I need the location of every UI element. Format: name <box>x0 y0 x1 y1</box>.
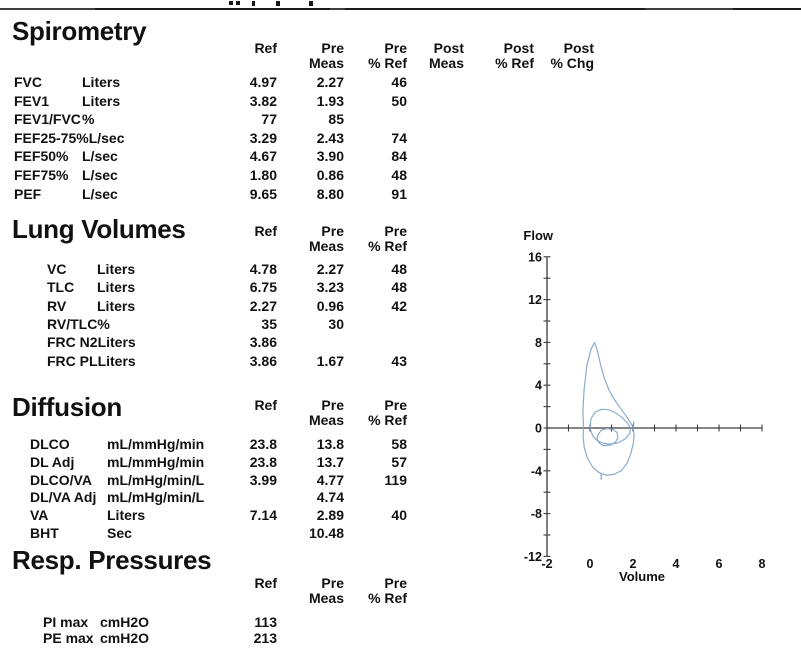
table-row <box>14 75 120 90</box>
value-cell: 3.29 <box>249 129 277 146</box>
unit-label: L/sec <box>82 148 118 165</box>
value-cell: 4.97 <box>249 74 277 90</box>
value-cell: 2.43 <box>316 129 344 146</box>
column-header-lung_volumes: Pre <box>321 223 344 239</box>
unit-label: cmH2O <box>100 630 150 646</box>
y-tick-label: 4 <box>535 378 542 393</box>
value-cell: 9.65 <box>249 185 277 202</box>
value-cell: 10.48 <box>308 525 344 541</box>
value-cell: 3.86 <box>249 352 277 369</box>
value-cell: 23.8 <box>249 453 277 470</box>
column-header-spirometry: Pre <box>384 40 407 56</box>
param-label: DL Adj <box>30 453 75 470</box>
table-row <box>14 149 118 164</box>
y-tick-label: -4 <box>530 464 542 479</box>
value-cell: 1.80 <box>249 167 277 183</box>
value-cell: 35 <box>261 315 277 332</box>
column-header-spirometry: Meas <box>308 54 344 71</box>
value-cell: 91 <box>391 185 407 202</box>
column-header-diffusion: Ref <box>254 397 277 413</box>
param-label: BHT <box>30 525 59 541</box>
table-row <box>30 455 204 470</box>
param-label: DLCO <box>30 436 70 452</box>
value-cell: 3.82 <box>249 92 277 109</box>
column-header-resp_pressures: Pre <box>384 575 407 591</box>
value-cell: 7.14 <box>249 507 277 524</box>
table-row <box>30 526 132 541</box>
column-header-spirometry: % Chg <box>550 54 594 71</box>
value-cell: 3.90 <box>316 148 344 165</box>
column-header-resp_pressures: % Ref <box>368 589 407 606</box>
param-label: PI max <box>43 614 89 630</box>
section-title-resp_pressures: Resp. Pressures <box>12 545 212 575</box>
unit-label: Liters <box>97 297 136 314</box>
flow-volume-chart <box>490 224 795 609</box>
column-header-spirometry: Post <box>433 40 464 56</box>
column-header-resp_pressures: Meas <box>308 589 344 606</box>
value-cell: 2.27 <box>316 74 344 90</box>
table-row <box>47 262 135 277</box>
param-label: FRC PL <box>47 352 98 369</box>
table-row <box>14 131 125 146</box>
param-label: FEV1 <box>14 92 50 109</box>
tidal-loop-small <box>597 429 618 446</box>
table-row <box>30 508 145 523</box>
column-header-lung_volumes: Pre <box>384 223 407 239</box>
x-tick-label: 8 <box>758 557 766 571</box>
column-header-lung_volumes: % Ref <box>368 237 407 254</box>
value-cell: 57 <box>391 453 407 470</box>
table-row <box>14 112 94 127</box>
value-cell: 40 <box>391 507 407 524</box>
unit-label: L/sec <box>82 185 118 202</box>
table-row <box>14 168 118 183</box>
x-axis-label: Volume <box>619 569 665 584</box>
value-cell: 1.93 <box>316 92 344 109</box>
param-label: VC <box>47 261 67 277</box>
param-label: TLC <box>47 279 75 296</box>
unit-label: Liters <box>107 507 146 524</box>
y-axis-label: Flow <box>523 228 553 243</box>
y-tick-label: -8 <box>530 507 542 522</box>
param-label: FEF50% <box>14 148 69 165</box>
unit-label: mL/mHg/min/L <box>107 471 205 488</box>
value-cell: 48 <box>391 279 407 296</box>
value-cell: 2.27 <box>316 261 344 277</box>
value-cell: 43 <box>391 352 407 369</box>
unit-label: Sec <box>107 525 132 541</box>
value-cell: 77 <box>261 111 277 128</box>
section-title-spirometry: Spirometry <box>12 16 147 46</box>
maximal-flow-volume-loop <box>583 342 634 475</box>
table-row <box>43 615 149 630</box>
column-header-spirometry: Post <box>563 40 594 56</box>
param-label: FEV1/FVC <box>14 111 81 128</box>
unit-label: % <box>97 315 110 332</box>
column-header-spirometry: % Ref <box>495 54 534 71</box>
table-row <box>14 94 120 109</box>
param-label: PE max <box>43 630 94 646</box>
value-cell: 74 <box>391 129 407 146</box>
value-cell: 8.80 <box>316 185 344 202</box>
value-cell: 3.23 <box>316 279 344 296</box>
value-cell: 4.67 <box>249 148 277 165</box>
value-cell: 48 <box>391 261 407 277</box>
column-header-lung_volumes: Ref <box>254 223 277 239</box>
unit-label: mL/mmHg/min <box>107 436 205 452</box>
value-cell: 213 <box>253 630 277 646</box>
value-cell: 4.74 <box>316 489 344 506</box>
value-cell: 4.78 <box>249 261 277 277</box>
unit-label: mL/mmHg/min <box>107 453 205 470</box>
value-cell: 2.27 <box>249 297 277 314</box>
table-row <box>47 317 110 332</box>
value-cell: 50 <box>391 92 407 109</box>
column-header-diffusion: Pre <box>321 397 344 413</box>
y-tick-label: 8 <box>535 335 542 350</box>
value-cell: 85 <box>328 111 344 128</box>
table-row <box>43 631 149 646</box>
param-label: DL/VA Adj <box>30 489 97 506</box>
value-cell: 23.8 <box>249 436 277 452</box>
unit-label: % <box>82 111 95 128</box>
column-header-diffusion: Pre <box>384 397 407 413</box>
section-title-lung_volumes: Lung Volumes <box>12 214 186 244</box>
value-cell: 1.67 <box>316 352 344 369</box>
unit-label: Liters <box>97 279 136 296</box>
column-header-spirometry: Pre <box>321 40 344 56</box>
value-cell: 46 <box>391 74 407 90</box>
table-row <box>30 437 204 452</box>
value-cell: 58 <box>391 436 407 452</box>
y-tick-label: -12 <box>523 549 542 564</box>
column-header-lung_volumes: Meas <box>308 237 344 254</box>
unit-label: L/sec <box>88 129 125 146</box>
value-cell: 0.96 <box>316 297 344 314</box>
column-header-spirometry: Meas <box>428 54 464 71</box>
param-label: FEF25-75% <box>14 129 89 146</box>
column-header-spirometry: Post <box>503 40 534 56</box>
column-header-resp_pressures: Ref <box>254 575 277 591</box>
value-cell: 113 <box>254 614 277 630</box>
table-row <box>30 490 204 505</box>
table-row <box>47 335 136 350</box>
unit-label: Liters <box>97 352 136 369</box>
y-tick-label: 12 <box>528 293 542 308</box>
section-title-diffusion: Diffusion <box>12 392 122 422</box>
value-cell: 42 <box>391 297 407 314</box>
table-row <box>47 280 135 295</box>
value-cell: 119 <box>384 471 407 488</box>
column-header-diffusion: Meas <box>308 411 344 428</box>
x-tick-label: 0 <box>586 557 594 571</box>
param-label: FEF75% <box>14 167 69 183</box>
value-cell: 6.75 <box>249 279 277 296</box>
param-label: FRC N2 <box>47 334 98 351</box>
table-row <box>14 187 118 202</box>
param-label: RV <box>47 297 67 314</box>
y-tick-label: 0 <box>535 421 542 436</box>
unit-label: Liters <box>82 92 121 109</box>
param-label: FVC <box>14 74 42 90</box>
table-row <box>30 473 204 488</box>
table-row <box>47 354 136 369</box>
unit-label: Liters <box>97 261 136 277</box>
value-cell: 3.86 <box>249 334 277 351</box>
value-cell: 13.8 <box>316 436 344 452</box>
value-cell: 4.77 <box>316 471 344 488</box>
unit-label: Liters <box>97 334 136 351</box>
unit-label: cmH2O <box>100 614 150 630</box>
value-cell: 0.86 <box>316 167 344 183</box>
value-cell: 48 <box>391 167 407 183</box>
column-header-resp_pressures: Pre <box>321 575 344 591</box>
value-cell: 84 <box>391 148 407 165</box>
unit-label: L/sec <box>82 167 118 183</box>
y-tick-label: 16 <box>528 250 542 265</box>
value-cell: 30 <box>328 315 344 332</box>
x-tick-label: 2 <box>629 557 637 571</box>
x-tick-label: 6 <box>715 557 723 571</box>
column-header-spirometry: Ref <box>254 40 277 56</box>
x-tick-label: 4 <box>672 557 680 571</box>
value-cell: 3.99 <box>249 471 277 488</box>
param-label: VA <box>30 507 49 524</box>
value-cell: 2.89 <box>316 507 344 524</box>
value-cell: 13.7 <box>316 453 344 470</box>
param-label: PEF <box>14 185 42 202</box>
unit-label: mL/mHg/min/L <box>107 489 205 506</box>
param-label: DLCO/VA <box>30 471 92 488</box>
x-tick-label: -2 <box>541 557 553 571</box>
column-header-diffusion: % Ref <box>368 411 407 428</box>
table-row <box>47 299 135 314</box>
column-header-spirometry: % Ref <box>368 54 407 71</box>
unit-label: Liters <box>82 74 121 90</box>
param-label: RV/TLC <box>47 315 98 332</box>
